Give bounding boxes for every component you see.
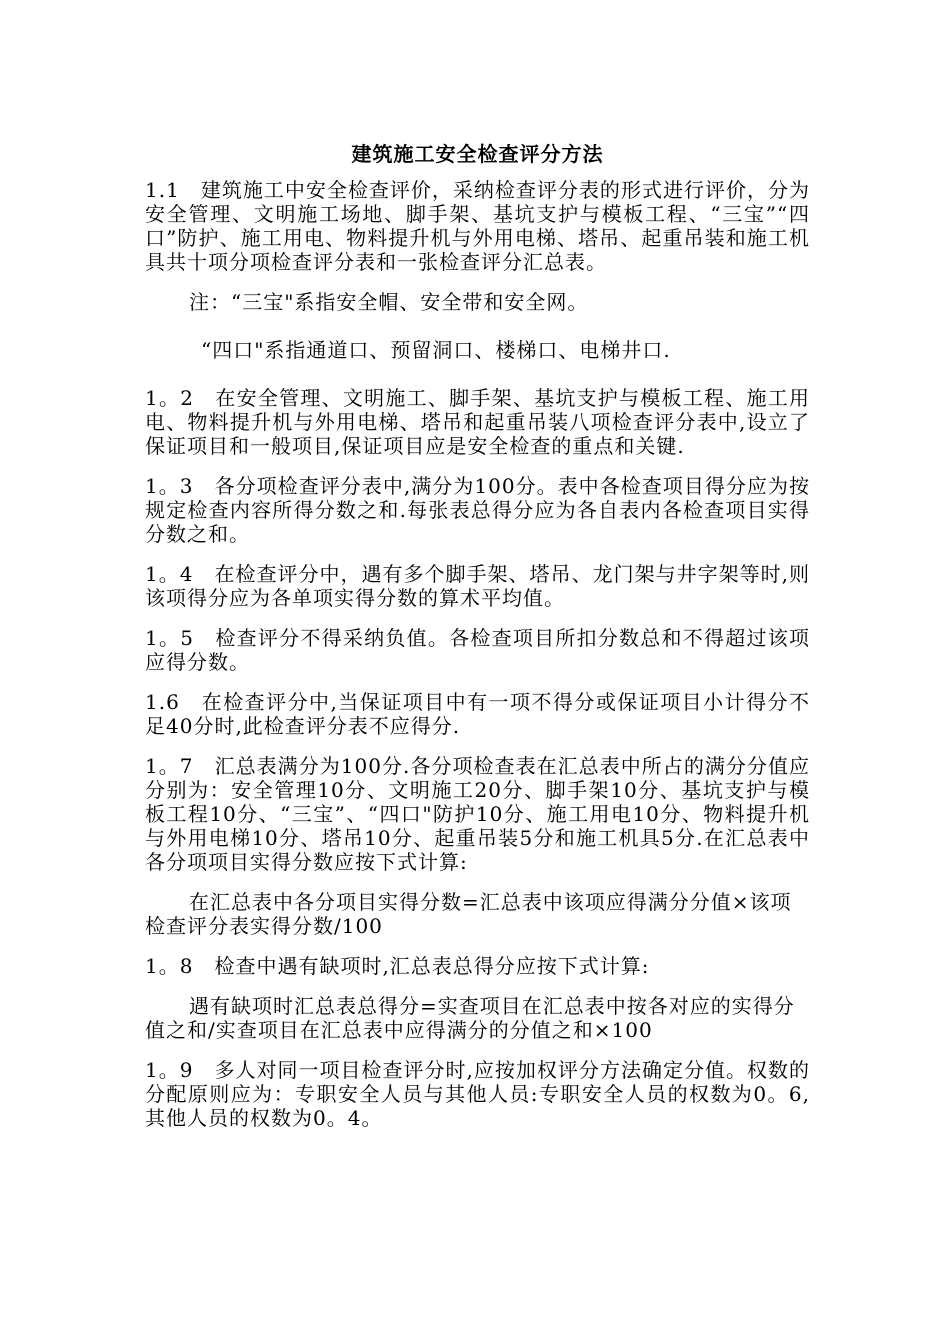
paragraph-1-8: 1。8 检查中遇有缺项时,汇总表总得分应按下式计算: <box>145 954 650 978</box>
note-three-treasures: 注：“三宝"系指安全帽、安全带和安全网。 <box>189 290 589 314</box>
formula-missing-item-score: 遇有缺项时汇总表总得分=实查项目在汇总表中按各对应的实得分值之和/实查项目在汇总表中应得满分的分值之和×100 <box>145 994 795 1042</box>
paragraph-1-2: 1。2 在安全管理、文明施工、脚手架、基坑支护与模板工程、施工用电、物料提升机与外用电梯、塔吊和起重吊装八项检查评分表中,设立了保证项目和一般项目,保证项目应是安全检查的重点和关键. <box>145 386 810 458</box>
paragraph-1-5: 1。5 检查评分不得采纳负值。各检查项目所扣分数总和不得超过该项应得分数。 <box>145 626 810 674</box>
paragraph-1-6: 1.6 在检查评分中,当保证项目中有一项不得分或保证项目小计得分不足40分时,此检查评分表不应得分. <box>145 690 810 738</box>
document-title: 建筑施工安全检查评分方法 <box>351 142 604 166</box>
formula-subitem-score: 在汇总表中各分项目实得分数=汇总表中该项应得满分分值×该项检查评分表实得分数/100 <box>145 890 792 938</box>
paragraph-1-4: 1。4 在检查评分中，遇有多个脚手架、塔吊、龙门架与井字架等时,则该项得分应为各单项实得分数的算术平均值。 <box>145 562 810 610</box>
paragraph-1-1: 1.1 建筑施工中安全检查评价，采纳检查评分表的形式进行评价，分为安全管理、文明施工场地、脚手架、基坑支护与模板工程、“三宝”“四口”防护、施工用电、物料提升机与外用电梯、塔吊、起重吊装和施工机具共十项分项检查评分表和一张检查评分汇总表。 <box>145 178 810 274</box>
document-page <box>145 140 810 1146</box>
paragraph-1-3: 1。3 各分项检查评分表中,满分为100分。表中各检查项目得分应为按规定检查内容所得分数之和.每张表总得分应为各自表内各检查项目实得分数之和。 <box>145 474 810 546</box>
paragraph-1-7: 1。7 汇总表满分为100分.各分项检查表在汇总表中所占的满分分值应分别为：安全管理10分、文明施工20分、脚手架10分、基坑支护与模板工程10分、“三宝”、“四口"防护10分、施工用电10分、物料提升机与外用电梯10分、塔吊10分、起重吊装5分和施工机具5分.在汇总表中各分项项目实得分数应按下式计算: <box>145 754 810 874</box>
paragraph-1-9: 1。9 多人对同一项目检查评分时,应按加权评分方法确定分值。权数的分配原则应为：专职安全人员与其他人员:专职安全人员的权数为0。6,其他人员的权数为0。4。 <box>145 1058 810 1130</box>
note-four-openings: “四口"系指通道口、预留洞口、楼梯口、电梯井口. <box>201 338 671 362</box>
